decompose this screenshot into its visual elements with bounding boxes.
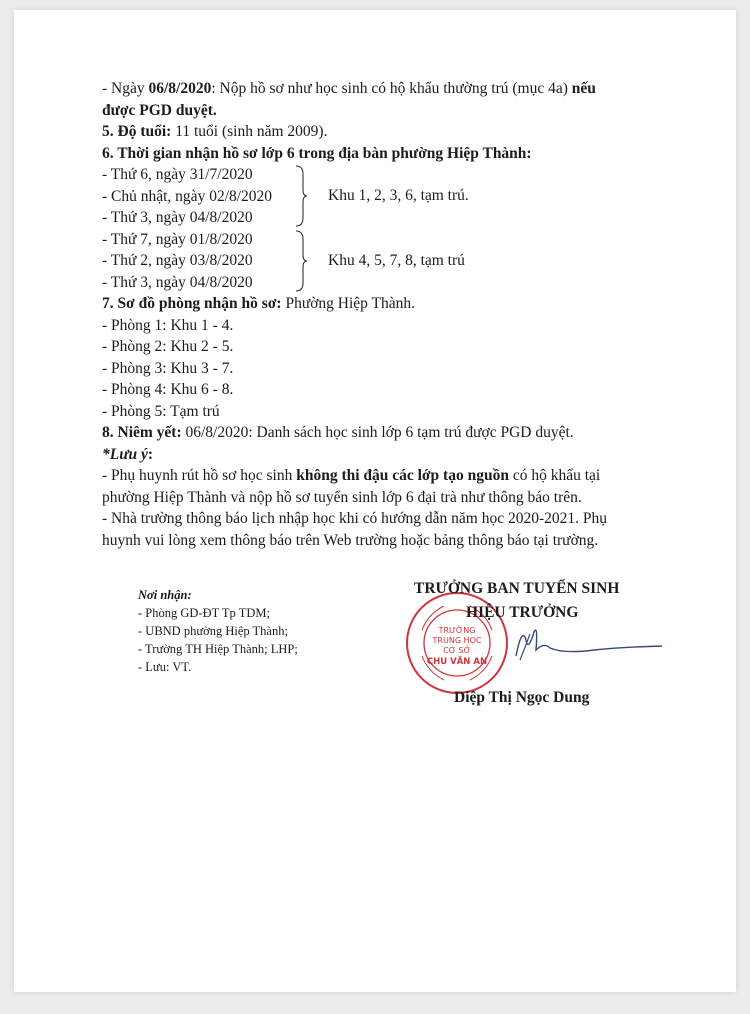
room-item: - Phòng 4: Khu 6 - 8. (102, 381, 234, 398)
schedule-date: - Thứ 7, ngày 01/8/2020 (102, 230, 253, 248)
line-ngay (102, 78, 682, 100)
text-bold: không thi đậu các lớp tạo nguồn (296, 467, 509, 484)
schedule-group-1 (102, 164, 682, 229)
note-2: - Nhà trường thông báo lịch nhập học khi có hướng dẫn năm học 2020-2021. Phụ (102, 510, 607, 527)
signature-role: HIỆU TRƯỞNG (466, 604, 579, 621)
recipients-title: Nơi nhận: (138, 588, 192, 602)
svg-text:CƠ SỞ: CƠ SỞ (443, 646, 471, 655)
note-1-cont: phường Hiệp Thành và nộp hồ sơ tuyển sinh lớp 6 đại trà như thông báo trên. (102, 488, 582, 506)
schedule-zones: Khu 1, 2, 3, 6, tạm trú. (328, 187, 469, 204)
brace-icon (294, 164, 308, 228)
room-item: - Phòng 1: Khu 1 - 4. (102, 316, 234, 334)
section-heading: 7. Sơ đồ phòng nhận hồ sơ: (102, 295, 282, 312)
schedule-date: - Chủ nhật, ngày 02/8/2020 (102, 187, 273, 205)
recipient-item: - UBND phường Hiệp Thành; (138, 624, 288, 638)
signature-block (384, 580, 664, 720)
schedule-date: - Thứ 3, ngày 04/8/2020 (102, 273, 253, 291)
svg-text:TRUNG HỌC: TRUNG HỌC (432, 636, 482, 645)
text: 11 tuổi (sinh năm 2009). (171, 123, 328, 140)
text-bold: nếu (571, 80, 596, 97)
document-body (102, 78, 682, 551)
room-item: - Phòng 3: Khu 3 - 7. (102, 359, 234, 377)
text: - Ngày (102, 80, 149, 97)
note-1 (102, 465, 682, 487)
text: Phường Hiệp Thành. (281, 295, 415, 312)
text: có hộ khẩu tại (508, 467, 601, 484)
brace-icon (294, 229, 308, 293)
section-heading: 5. Độ tuổi: (102, 123, 172, 140)
text: : Nộp hồ sơ như học sinh có hộ khẩu thường trú (mục 4a) (211, 80, 572, 97)
schedule-date: - Thứ 3, ngày 04/8/2020 (102, 209, 253, 226)
text-bold: được PGD duyệt. (102, 101, 217, 119)
line-pgd (102, 100, 682, 122)
section-8 (102, 422, 682, 444)
signature-title: TRƯỞNG BAN TUYỂN SINH (414, 580, 620, 597)
section-5 (102, 121, 682, 143)
schedule-group-2 (102, 229, 682, 294)
note-2-cont: huynh vui lòng xem thông báo trên Web trường hoặc bảng thông báo tại trường. (102, 531, 599, 549)
recipient-item: - Trường TH Hiệp Thành; LHP; (138, 642, 298, 656)
document-page (14, 10, 736, 992)
room-item: - Phòng 5: Tạm trú (102, 402, 220, 420)
text: - Phụ huynh rút hồ sơ học sinh (102, 467, 297, 484)
recipient-item: - Lưu: VT. (138, 660, 192, 674)
schedule-date: - Thứ 2, ngày 03/8/2020 (102, 252, 253, 269)
schedule-date: - Thứ 6, ngày 31/7/2020 (102, 166, 253, 183)
recipients-block (138, 586, 298, 676)
section-6 (102, 143, 682, 165)
text: 06/8/2020: Danh sách học sinh lớp 6 tạm trú được PGD duyệt. (181, 424, 574, 441)
handwritten-signature-icon (504, 620, 664, 670)
section-heading: 6. Thời gian nhận hồ sơ lớp 6 trong địa bàn phường Hiệp Thành: (102, 144, 532, 162)
text: : (147, 445, 154, 463)
section-heading: 8. Niêm yết: (102, 424, 182, 441)
svg-text:TRƯỜNG: TRƯỜNG (438, 626, 476, 635)
note-title: *Lưu ý (102, 445, 148, 463)
schedule-zones: Khu 4, 5, 7, 8, tạm trú (328, 251, 465, 269)
note-heading (102, 444, 682, 466)
room-item: - Phòng 2: Khu 2 - 5. (102, 338, 234, 355)
recipient-item: - Phòng GD-ĐT Tp TDM; (138, 606, 270, 620)
section-7 (102, 293, 682, 315)
signer-name: Diệp Thị Ngọc Dung (454, 689, 590, 706)
date-bold: 06/8/2020 (148, 80, 212, 97)
svg-text:CHU VĂN AN: CHU VĂN AN (426, 657, 488, 667)
